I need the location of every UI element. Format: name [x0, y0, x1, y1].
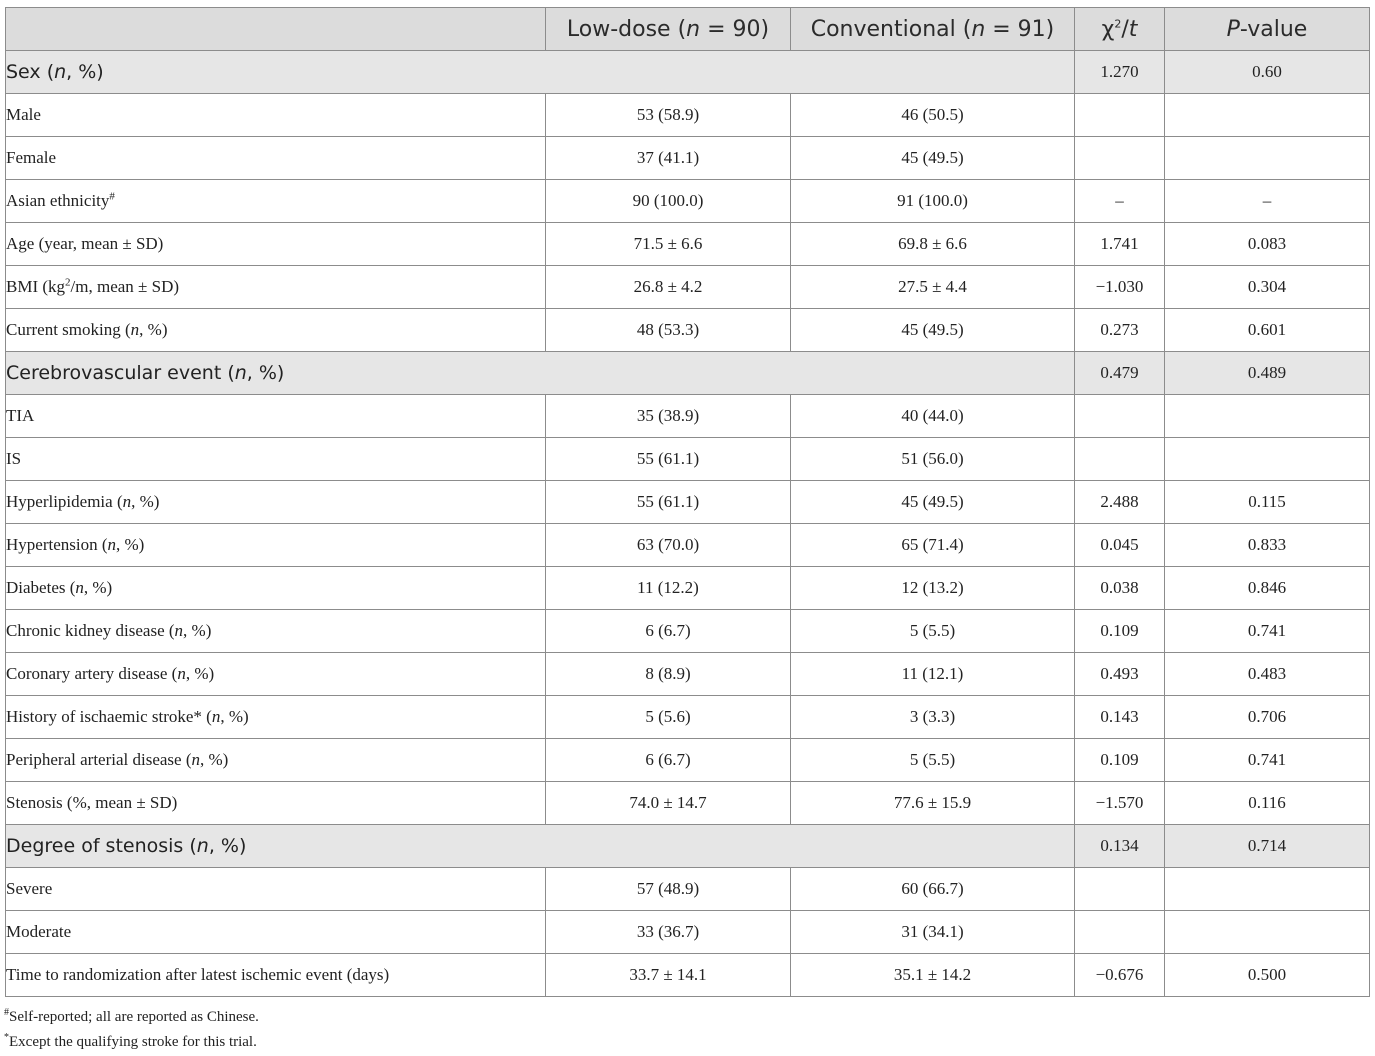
stat-cell — [1075, 438, 1165, 481]
header-p-value: P-value — [1165, 8, 1370, 51]
low-dose-cell: 35 (38.9) — [546, 395, 791, 438]
footnote-hash: #Self-reported; all are reported as Chinese. — [4, 1007, 259, 1025]
low-dose-cell: 63 (70.0) — [546, 524, 791, 567]
p-cell: 0.500 — [1165, 954, 1370, 997]
p-cell: 0.60 — [1165, 51, 1370, 94]
table-row — [6, 309, 1370, 352]
stat-cell: 0.143 — [1075, 696, 1165, 739]
table-row — [6, 137, 1370, 180]
table-row — [6, 954, 1370, 997]
conventional-cell: 35.1 ± 14.2 — [791, 954, 1075, 997]
stat-cell — [1075, 911, 1165, 954]
stat-cell: 1.741 — [1075, 223, 1165, 266]
stat-cell: 0.109 — [1075, 739, 1165, 782]
p-cell: 0.489 — [1165, 352, 1370, 395]
header-row — [6, 8, 1370, 51]
section-label: Sex (n, %) — [6, 51, 1075, 94]
conventional-cell: 12 (13.2) — [791, 567, 1075, 610]
low-dose-cell: 26.8 ± 4.2 — [546, 266, 791, 309]
table-row — [6, 610, 1370, 653]
table-row — [6, 223, 1370, 266]
row-label: Moderate — [6, 911, 546, 954]
table-row — [6, 567, 1370, 610]
conventional-cell: 45 (49.5) — [791, 481, 1075, 524]
low-dose-cell: 37 (41.1) — [546, 137, 791, 180]
conventional-cell: 51 (56.0) — [791, 438, 1075, 481]
p-cell: – — [1165, 180, 1370, 223]
stat-cell: 0.273 — [1075, 309, 1165, 352]
p-cell: 0.083 — [1165, 223, 1370, 266]
low-dose-cell: 57 (48.9) — [546, 868, 791, 911]
p-cell: 0.741 — [1165, 610, 1370, 653]
row-label: BMI ($kg^2/m$, mean ± SD) — [6, 266, 546, 309]
stat-cell: 0.045 — [1075, 524, 1165, 567]
table-row — [6, 438, 1370, 481]
row-label: Hyperlipidemia (n, %) — [6, 481, 546, 524]
conventional-cell: 91 (100.0) — [791, 180, 1075, 223]
conventional-cell: 77.6 ± 15.9 — [791, 782, 1075, 825]
table-row — [6, 524, 1370, 567]
table-row — [6, 395, 1370, 438]
stat-cell: 1.270 — [1075, 51, 1165, 94]
conventional-cell: 69.8 ± 6.6 — [791, 223, 1075, 266]
footnotes — [4, 1005, 259, 1055]
low-dose-cell: 33 (36.7) — [546, 911, 791, 954]
low-dose-cell: 90 (100.0) — [546, 180, 791, 223]
p-cell: 0.706 — [1165, 696, 1370, 739]
low-dose-cell: 6 (6.7) — [546, 610, 791, 653]
section-label: Cerebrovascular event (n, %) — [6, 352, 1075, 395]
conventional-cell: 40 (44.0) — [791, 395, 1075, 438]
header-empty-cell — [6, 8, 546, 51]
low-dose-cell: 6 (6.7) — [546, 739, 791, 782]
section-row-sex — [6, 51, 1370, 94]
p-cell: 0.714 — [1165, 825, 1370, 868]
p-cell: 0.304 — [1165, 266, 1370, 309]
section-row-cerebrovascular — [6, 352, 1370, 395]
stat-cell: 0.479 — [1075, 352, 1165, 395]
conventional-cell: 3 (3.3) — [791, 696, 1075, 739]
p-cell — [1165, 868, 1370, 911]
stat-cell — [1075, 94, 1165, 137]
row-label: IS — [6, 438, 546, 481]
stat-cell: – — [1075, 180, 1165, 223]
row-label: TIA — [6, 395, 546, 438]
table-row — [6, 94, 1370, 137]
table-row — [6, 180, 1370, 223]
row-label: Diabetes (n, %) — [6, 567, 546, 610]
conventional-cell: 5 (5.5) — [791, 739, 1075, 782]
low-dose-cell: 55 (61.1) — [546, 481, 791, 524]
row-label: History of ischaemic stroke* (n, %) — [6, 696, 546, 739]
low-dose-cell: 33.7 ± 14.1 — [546, 954, 791, 997]
row-label: Severe — [6, 868, 546, 911]
stat-cell: 2.488 — [1075, 481, 1165, 524]
footnote-star: *Except the qualifying stroke for this trial. — [4, 1032, 257, 1050]
table-row — [6, 782, 1370, 825]
low-dose-cell: 55 (61.1) — [546, 438, 791, 481]
p-cell: 0.601 — [1165, 309, 1370, 352]
conventional-cell: 65 (71.4) — [791, 524, 1075, 567]
row-label: Hypertension (n, %) — [6, 524, 546, 567]
row-label: Current smoking (n, %) — [6, 309, 546, 352]
conventional-cell: 31 (34.1) — [791, 911, 1075, 954]
stat-cell: 0.493 — [1075, 653, 1165, 696]
table-row — [6, 868, 1370, 911]
low-dose-cell: 48 (53.3) — [546, 309, 791, 352]
p-cell: 0.741 — [1165, 739, 1370, 782]
header-conventional: Conventional (n = 91) — [791, 8, 1075, 51]
p-cell: 0.116 — [1165, 782, 1370, 825]
p-cell: 0.483 — [1165, 653, 1370, 696]
conventional-cell: 11 (12.1) — [791, 653, 1075, 696]
conventional-cell: 45 (49.5) — [791, 309, 1075, 352]
conventional-cell: 27.5 ± 4.4 — [791, 266, 1075, 309]
row-label: Female — [6, 137, 546, 180]
stat-cell — [1075, 868, 1165, 911]
low-dose-cell: 74.0 ± 14.7 — [546, 782, 791, 825]
row-label: Coronary artery disease (n, %) — [6, 653, 546, 696]
stat-cell: 0.038 — [1075, 567, 1165, 610]
p-cell — [1165, 137, 1370, 180]
stat-cell: 0.134 — [1075, 825, 1165, 868]
stat-cell: −1.570 — [1075, 782, 1165, 825]
p-cell: 0.833 — [1165, 524, 1370, 567]
p-cell: 0.846 — [1165, 567, 1370, 610]
low-dose-cell: 71.5 ± 6.6 — [546, 223, 791, 266]
stat-cell: 0.109 — [1075, 610, 1165, 653]
conventional-cell: 60 (66.7) — [791, 868, 1075, 911]
low-dose-cell: 5 (5.6) — [546, 696, 791, 739]
stat-cell: −1.030 — [1075, 266, 1165, 309]
low-dose-cell: 11 (12.2) — [546, 567, 791, 610]
stat-cell — [1075, 395, 1165, 438]
p-cell — [1165, 911, 1370, 954]
low-dose-cell: 8 (8.9) — [546, 653, 791, 696]
stat-cell: −0.676 — [1075, 954, 1165, 997]
row-label: Time to randomization after latest ischemic event (days) — [6, 954, 546, 997]
p-cell: 0.115 — [1165, 481, 1370, 524]
conventional-cell: 45 (49.5) — [791, 137, 1075, 180]
p-cell — [1165, 438, 1370, 481]
table-row — [6, 739, 1370, 782]
p-cell — [1165, 94, 1370, 137]
row-label: Asian ethnicity# — [6, 180, 546, 223]
low-dose-cell: 53 (58.9) — [546, 94, 791, 137]
row-label: Peripheral arterial disease (n, %) — [6, 739, 546, 782]
row-label: Stenosis (%, mean ± SD) — [6, 782, 546, 825]
section-row-degree-of-stenosis — [6, 825, 1370, 868]
table-row — [6, 653, 1370, 696]
baseline-characteristics-table — [5, 7, 1370, 997]
header-low-dose: Low-dose (n = 90) — [546, 8, 791, 51]
table-row — [6, 481, 1370, 524]
row-label: Age (year, mean ± SD) — [6, 223, 546, 266]
row-label: Chronic kidney disease (n, %) — [6, 610, 546, 653]
section-label: Degree of stenosis (n, %) — [6, 825, 1075, 868]
table-row — [6, 911, 1370, 954]
conventional-cell: 5 (5.5) — [791, 610, 1075, 653]
conventional-cell: 46 (50.5) — [791, 94, 1075, 137]
header-chi-square-t: $\chi^2/t$ — [1075, 8, 1165, 51]
table-row — [6, 696, 1370, 739]
table-row — [6, 266, 1370, 309]
stat-cell — [1075, 137, 1165, 180]
p-cell — [1165, 395, 1370, 438]
row-label: Male — [6, 94, 546, 137]
